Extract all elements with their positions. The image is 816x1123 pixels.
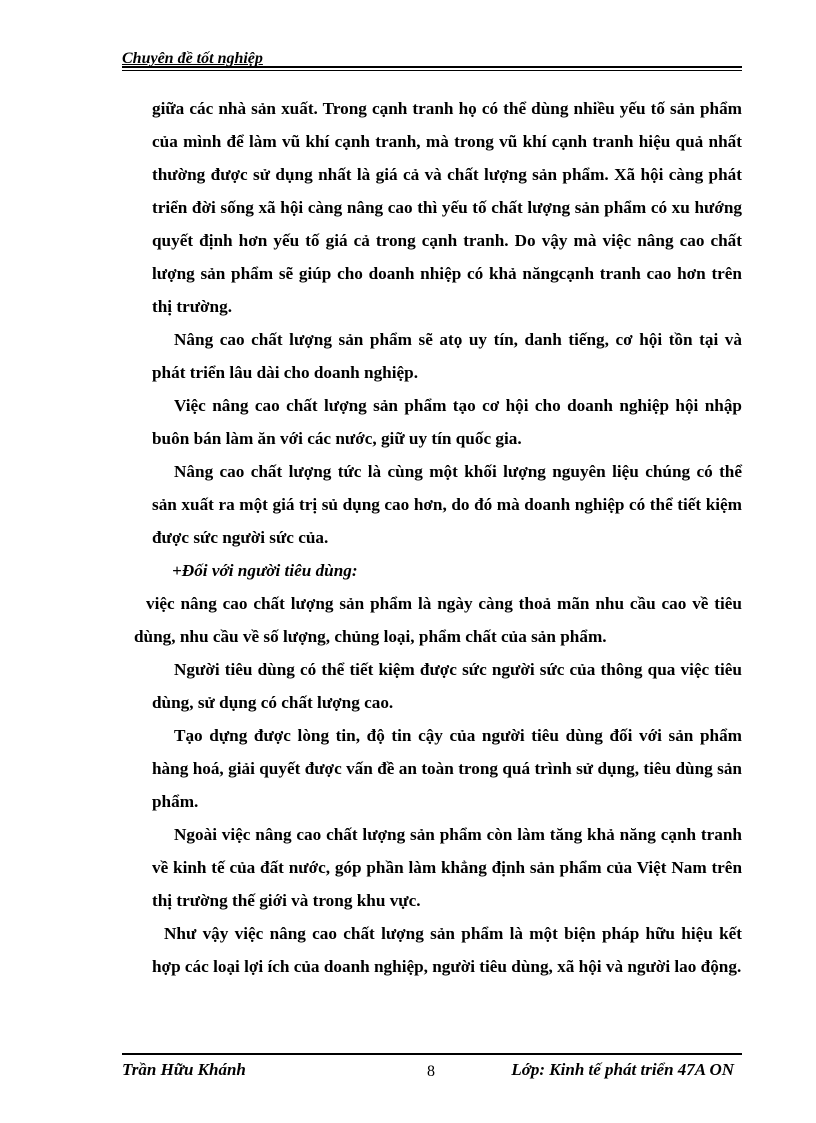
- footer-class-label: Lớp: Kinh tế phát triển 47A ON: [511, 1060, 734, 1079]
- header-rule: [122, 66, 742, 68]
- header-rule-thin: [122, 70, 742, 71]
- footer-author: Trần Hữu Khánh: [122, 1060, 246, 1079]
- paragraph: việc nâng cao chất lượng sản phẩm là ngày càng thoả mãn nhu cầu cao về tiêu dùng, nhu cầu về số lượng, chủng loại, phẩm chất của sản phẩm.: [134, 594, 742, 646]
- page-number: 8: [427, 1063, 435, 1080]
- header-title: Chuyên đề tốt nghiệp: [122, 50, 263, 67]
- section-heading: +Đối với người tiêu dùng:: [172, 561, 358, 580]
- paragraph: Người tiêu dùng có thể tiết kiệm được sức người sức của thông qua việc tiêu dùng, sử dụng có chất lượng cao.: [152, 660, 742, 712]
- footer-rule: [122, 1053, 742, 1055]
- page-header: [122, 48, 742, 70]
- paragraph: Việc nâng cao chất lượng sản phẩm tạo cơ hội cho doanh nghiệp hội nhập buôn bán làm ăn với các nước, giữ uy tín quốc gia.: [152, 396, 742, 448]
- paragraph: giữa các nhà sản xuất. Trong cạnh tranh họ có thể dùng nhiều yếu tố sản phẩm của mình để làm vũ khí cạnh tranh, mà trong vũ khí cạnh tranh hiệu quả nhất thường được sử dụng nhất là giá cả và chất lượng sản phẩm. Xã hội càng phát triển đời sống xã hội càng nâng cao thì yếu tố chất lượng sản phẩm có xu hướng quyết định hơn yếu tố giá cả trong cạnh tranh. Do vậy mà việc nâng cao chất lượng sản phẩm sẽ giúp cho doanh nhiệp có khả năngcạnh tranh cao hơn trên thị trường.: [152, 99, 742, 316]
- document-body: [134, 92, 742, 983]
- paragraph: Ngoài việc nâng cao chất lượng sản phẩm còn làm tăng khả năng cạnh tranh về kinh tế của đất nước, góp phần làm khẳng định sản phẩm của Việt Nam trên thị trường thế giới và trong khu vực.: [152, 825, 742, 910]
- paragraph: Nâng cao chất lượng sản phẩm sẽ atọ uy tín, danh tiếng, cơ hội tồn tại và phát triển lâu dài cho doanh nghiệp.: [152, 330, 742, 382]
- paragraph: Nâng cao chất lượng tức là cùng một khối lượng nguyên liệu chúng có thể sản xuất ra một giá trị sủ dụng cao hơn, do đó mà doanh nghiệp có thể tiết kiệm được sức người sức của.: [152, 462, 742, 547]
- page-footer: [122, 1053, 742, 1083]
- paragraph: Như vậy việc nâng cao chất lượng sản phẩm là một biện pháp hữu hiệu kết hợp các loại lợi ích của doanh nghiệp, người tiêu dùng, xã hội và người lao động.: [152, 924, 742, 976]
- paragraph: Tạo dựng được lòng tin, độ tin cậy của người tiêu dùng đối với sản phẩm hàng hoá, giải quyết được vấn đề an toàn trong quá trình sử dụng, tiêu dùng sản phẩm.: [152, 726, 742, 811]
